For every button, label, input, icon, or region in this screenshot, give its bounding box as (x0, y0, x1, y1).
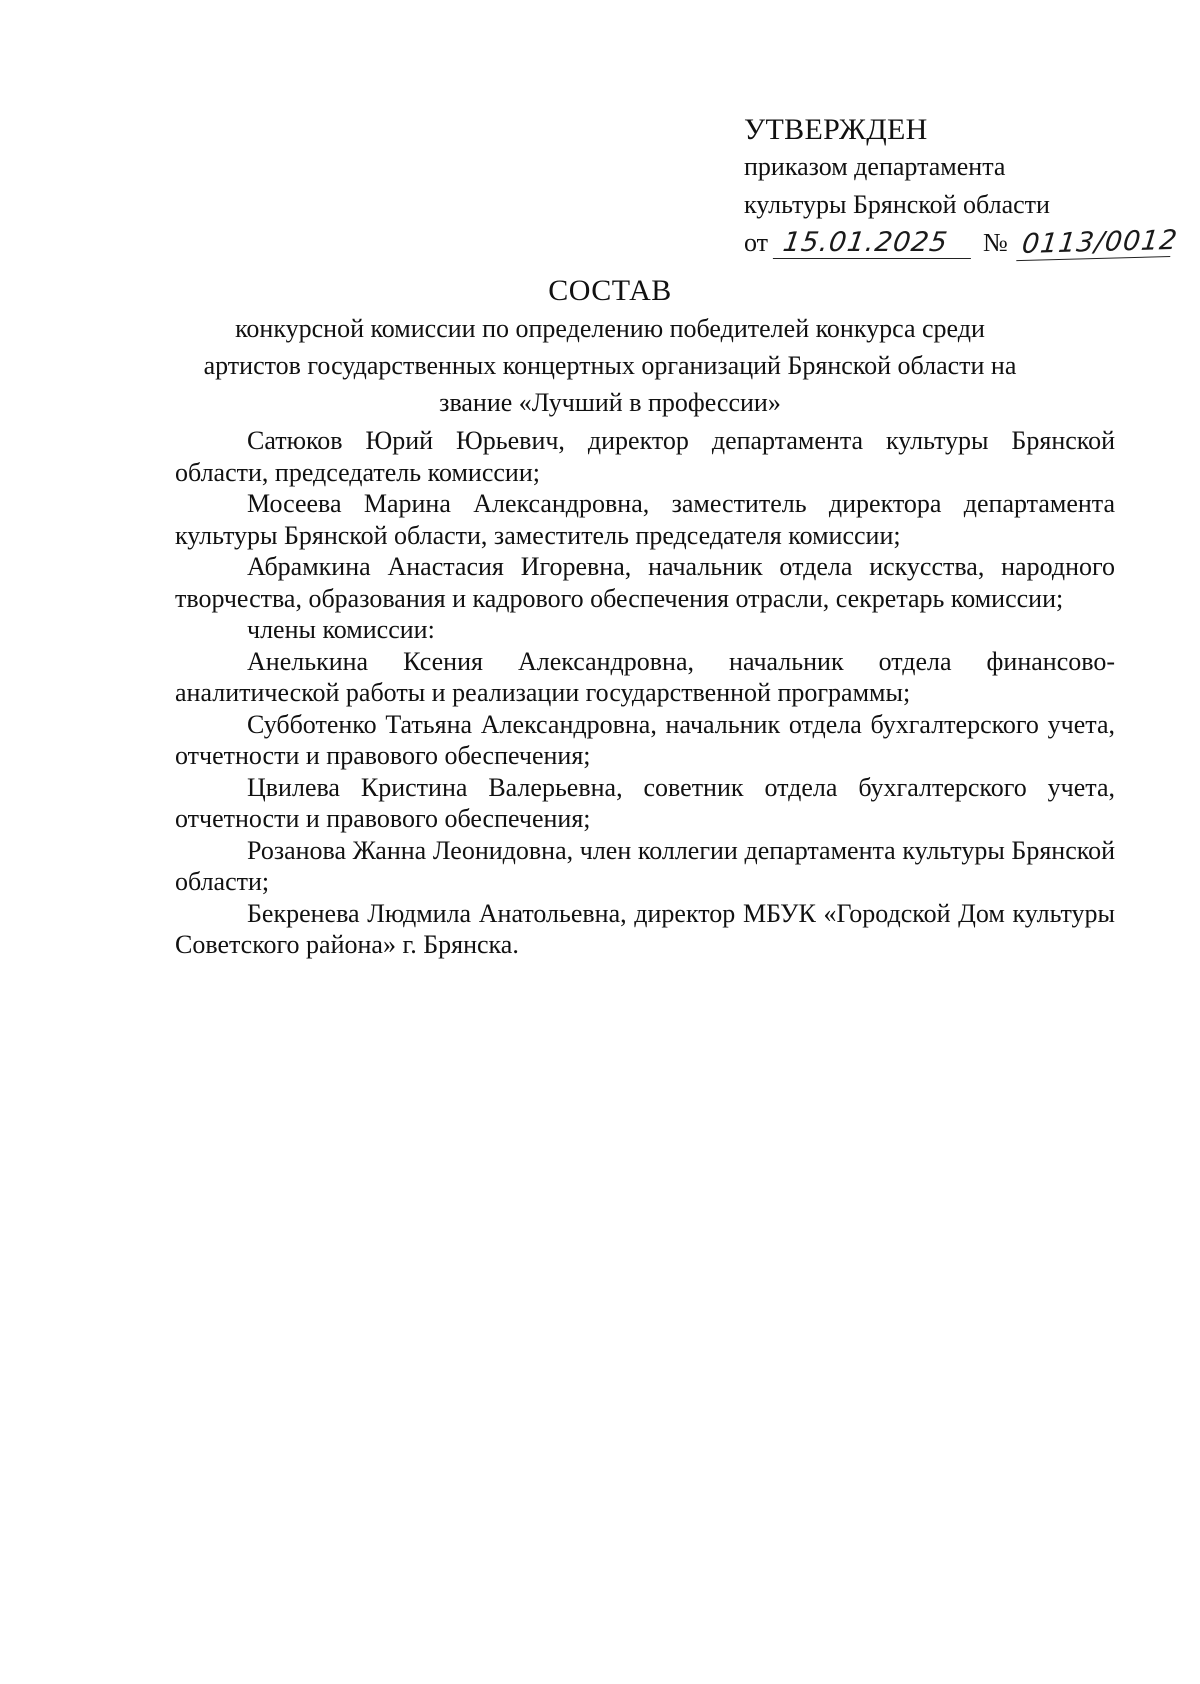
number-sign: № (983, 228, 1008, 257)
handwritten-date: 15.01.2025 (772, 228, 974, 259)
member-item: Субботенко Татьяна Александровна, начальник отдела бухгалтерского учета, отчетности и правового обеспечения; (175, 709, 1115, 770)
document-heading (170, 272, 1050, 421)
member-secretary: Абрамкина Анастасия Игоревна, начальник отдела искусства, народного творчества, образования и кадрового обеспечения отрасли, секретарь комиссии; (175, 552, 1115, 613)
member-item: Анелькина Ксения Александровна, начальник отдела финансово-аналитической работы и реализации государственной программы; (175, 646, 1115, 707)
approval-title: УТВЕРЖДЕН (744, 113, 928, 146)
member-deputy-chairman: Мосеева Марина Александровна, заместитель директора департамента культуры Брянской области, заместитель председателя комиссии; (175, 489, 1115, 550)
member-item: Цвилева Кристина Валерьевна, советник отдела бухгалтерского учета, отчетности и правового обеспечения; (175, 772, 1115, 833)
approval-department-line: культуры Брянской области (744, 190, 1050, 219)
date-prefix: от (744, 228, 769, 257)
approval-date-number-line (744, 224, 1184, 262)
heading-line-3: звание «Лучший в профессии» (439, 388, 781, 417)
member-chairman: Сатюков Юрий Юрьевич, директор департамента культуры Брянской области, председатель комиссии; (175, 426, 1115, 487)
approval-block (744, 112, 1184, 262)
heading-title: СОСТАВ (548, 274, 672, 307)
handwritten-order-number: 0113/0012 (1017, 226, 1174, 261)
members-heading: члены комиссии: (247, 615, 435, 644)
heading-line-1: конкурсной комиссии по определению победителей конкурса среди (235, 314, 985, 343)
heading-line-2: артистов государственных концертных организаций Брянской области на (203, 351, 1017, 380)
member-item: Розанова Жанна Леонидовна, член коллегии департамента культуры Брянской области; (175, 835, 1115, 896)
member-item: Бекренева Людмила Анатольевна, директор МБУК «Городской Дом культуры Советского района» г. Брянска. (175, 898, 1115, 959)
approval-order-line: приказом департамента (744, 152, 1006, 181)
commission-members-list (175, 425, 1115, 961)
